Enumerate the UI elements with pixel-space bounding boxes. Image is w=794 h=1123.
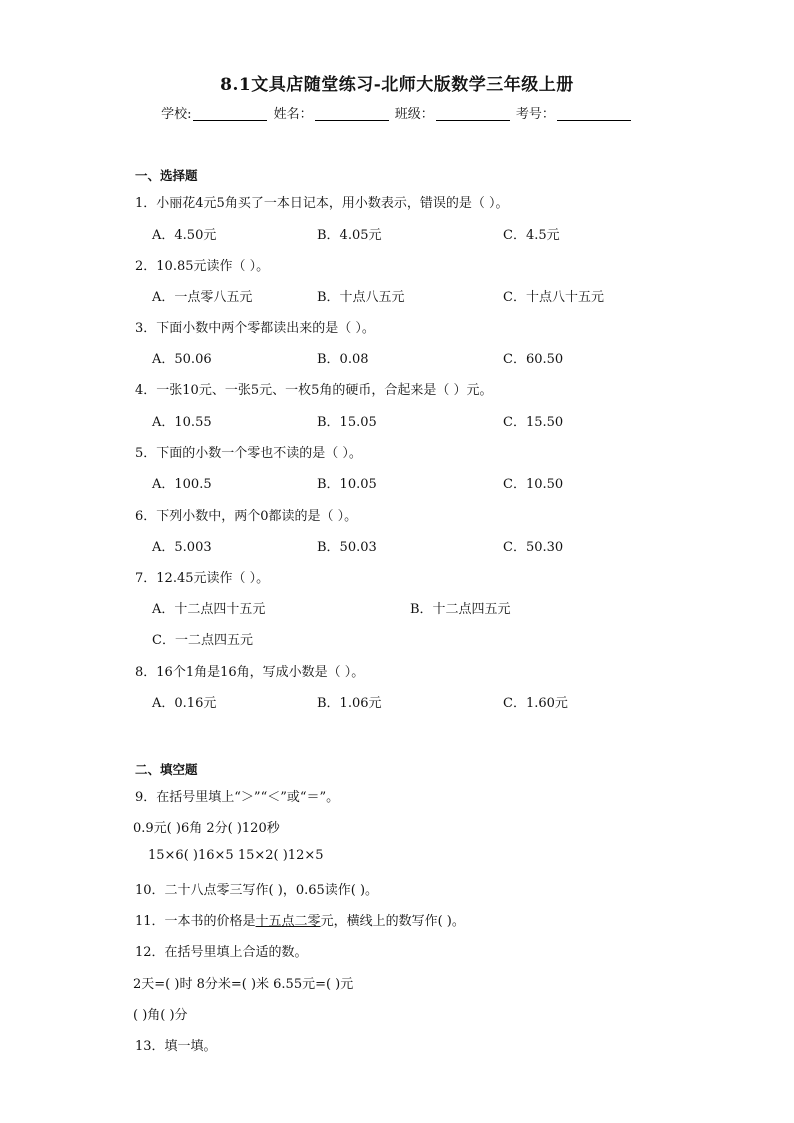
question-1-option-c[interactable]: C．4.5元 [503,228,560,243]
name-blank[interactable] [315,106,389,121]
question-7-option-a[interactable]: A．十二点四十五元 [152,602,266,617]
question-3-option-a[interactable]: A．50.06 [152,352,212,367]
school-label: 学校: [161,107,192,122]
question-7-option-b[interactable]: B．十二点四五元 [410,602,511,617]
section-heading-choice: 一、选择题 [135,168,198,183]
class-label: 班级： [394,107,434,122]
exam-no-blank[interactable] [557,106,631,121]
question-9-row-1[interactable]: 0.9元( )6角 2分( )120秒 [133,821,280,836]
question-6-option-c[interactable]: C．50.30 [503,540,564,555]
class-blank[interactable] [436,106,510,121]
question-5-stem: 5．下面的小数一个零也不读的是（ ）。 [135,446,362,461]
question-8-stem: 8．16个1角是16角，写成小数是（ ）。 [135,665,365,680]
question-10-stem[interactable]: 10．二十八点零三写作( )，0.65读作( )。 [135,883,379,898]
question-4-stem: 4．一张10元、一张5元、一枚5角的硬币，合起来是（ ）元。 [135,383,493,398]
question-8-option-b[interactable]: B．1.06元 [317,696,382,711]
question-8-option-c[interactable]: C．1.60元 [503,696,568,711]
question-6-option-a[interactable]: A．5.003 [152,540,212,555]
question-6-option-b[interactable]: B．50.03 [317,540,377,555]
question-4-option-c[interactable]: C．15.50 [503,415,564,430]
student-info-line [0,103,794,122]
question-2-option-c[interactable]: C．十点八十五元 [503,290,604,305]
question-5-option-a[interactable]: A．100.5 [152,477,212,492]
question-3-option-c[interactable]: C．60.50 [503,352,564,367]
question-2-option-a[interactable]: A．一点零八五元 [152,290,253,305]
question-12-row-2[interactable]: ( )角( )分 [133,1008,188,1023]
question-4-option-a[interactable]: A．10.55 [152,415,212,430]
question-12-stem: 12．在括号里填上合适的数。 [135,945,308,960]
question-11-stem[interactable] [135,910,465,929]
question-9-stem: 9．在括号里填上“＞”“＜”或“＝”。 [135,790,340,805]
question-7-option-c[interactable]: C．一二点四五元 [152,633,253,648]
question-2-option-b[interactable]: B．十点八五元 [317,290,405,305]
section-heading-fill: 二、填空题 [135,762,198,777]
question-8-option-a[interactable]: A．0.16元 [152,696,217,711]
question-1-stem: 1．小丽花4元5角买了一本日记本，用小数表示，错误的是（ ）。 [135,196,509,211]
question-5-option-b[interactable]: B．10.05 [317,477,377,492]
question-5-option-c[interactable]: C．10.50 [503,477,564,492]
question-1-option-a[interactable]: A．4.50元 [152,228,217,243]
question-12-row-1[interactable]: 2天=( )时 8分米=( )米 6.55元=( )元 [133,977,354,992]
exam-no-label: 考号： [515,107,555,122]
name-label: 姓名： [273,107,313,122]
school-blank[interactable] [193,106,267,121]
question-11-prefix: 11．一本书的价格是 [135,914,256,929]
page-title: 8.1文具店随堂练习-北师大版数学三年级上册 [220,75,574,95]
question-3-stem: 3．下面小数中两个零都读出来的是（ ）。 [135,321,375,336]
question-11-underlined-number: 十五点二零 [255,914,321,929]
question-4-option-b[interactable]: B．15.05 [317,415,377,430]
question-11-suffix: 元，横线上的数写作( )。 [320,914,465,929]
question-7-stem: 7．12.45元读作（ ）。 [135,571,270,586]
question-13-stem: 13．填一填。 [135,1039,217,1054]
question-2-stem: 2．10.85元读作（ ）。 [135,259,270,274]
question-1-option-b[interactable]: B．4.05元 [317,228,382,243]
question-3-option-b[interactable]: B．0.08 [317,352,369,367]
question-6-stem: 6．下列小数中，两个0都读的是（ ）。 [135,509,358,524]
question-9-row-2[interactable]: 15×6( )16×5 15×2( )12×5 [148,848,324,863]
